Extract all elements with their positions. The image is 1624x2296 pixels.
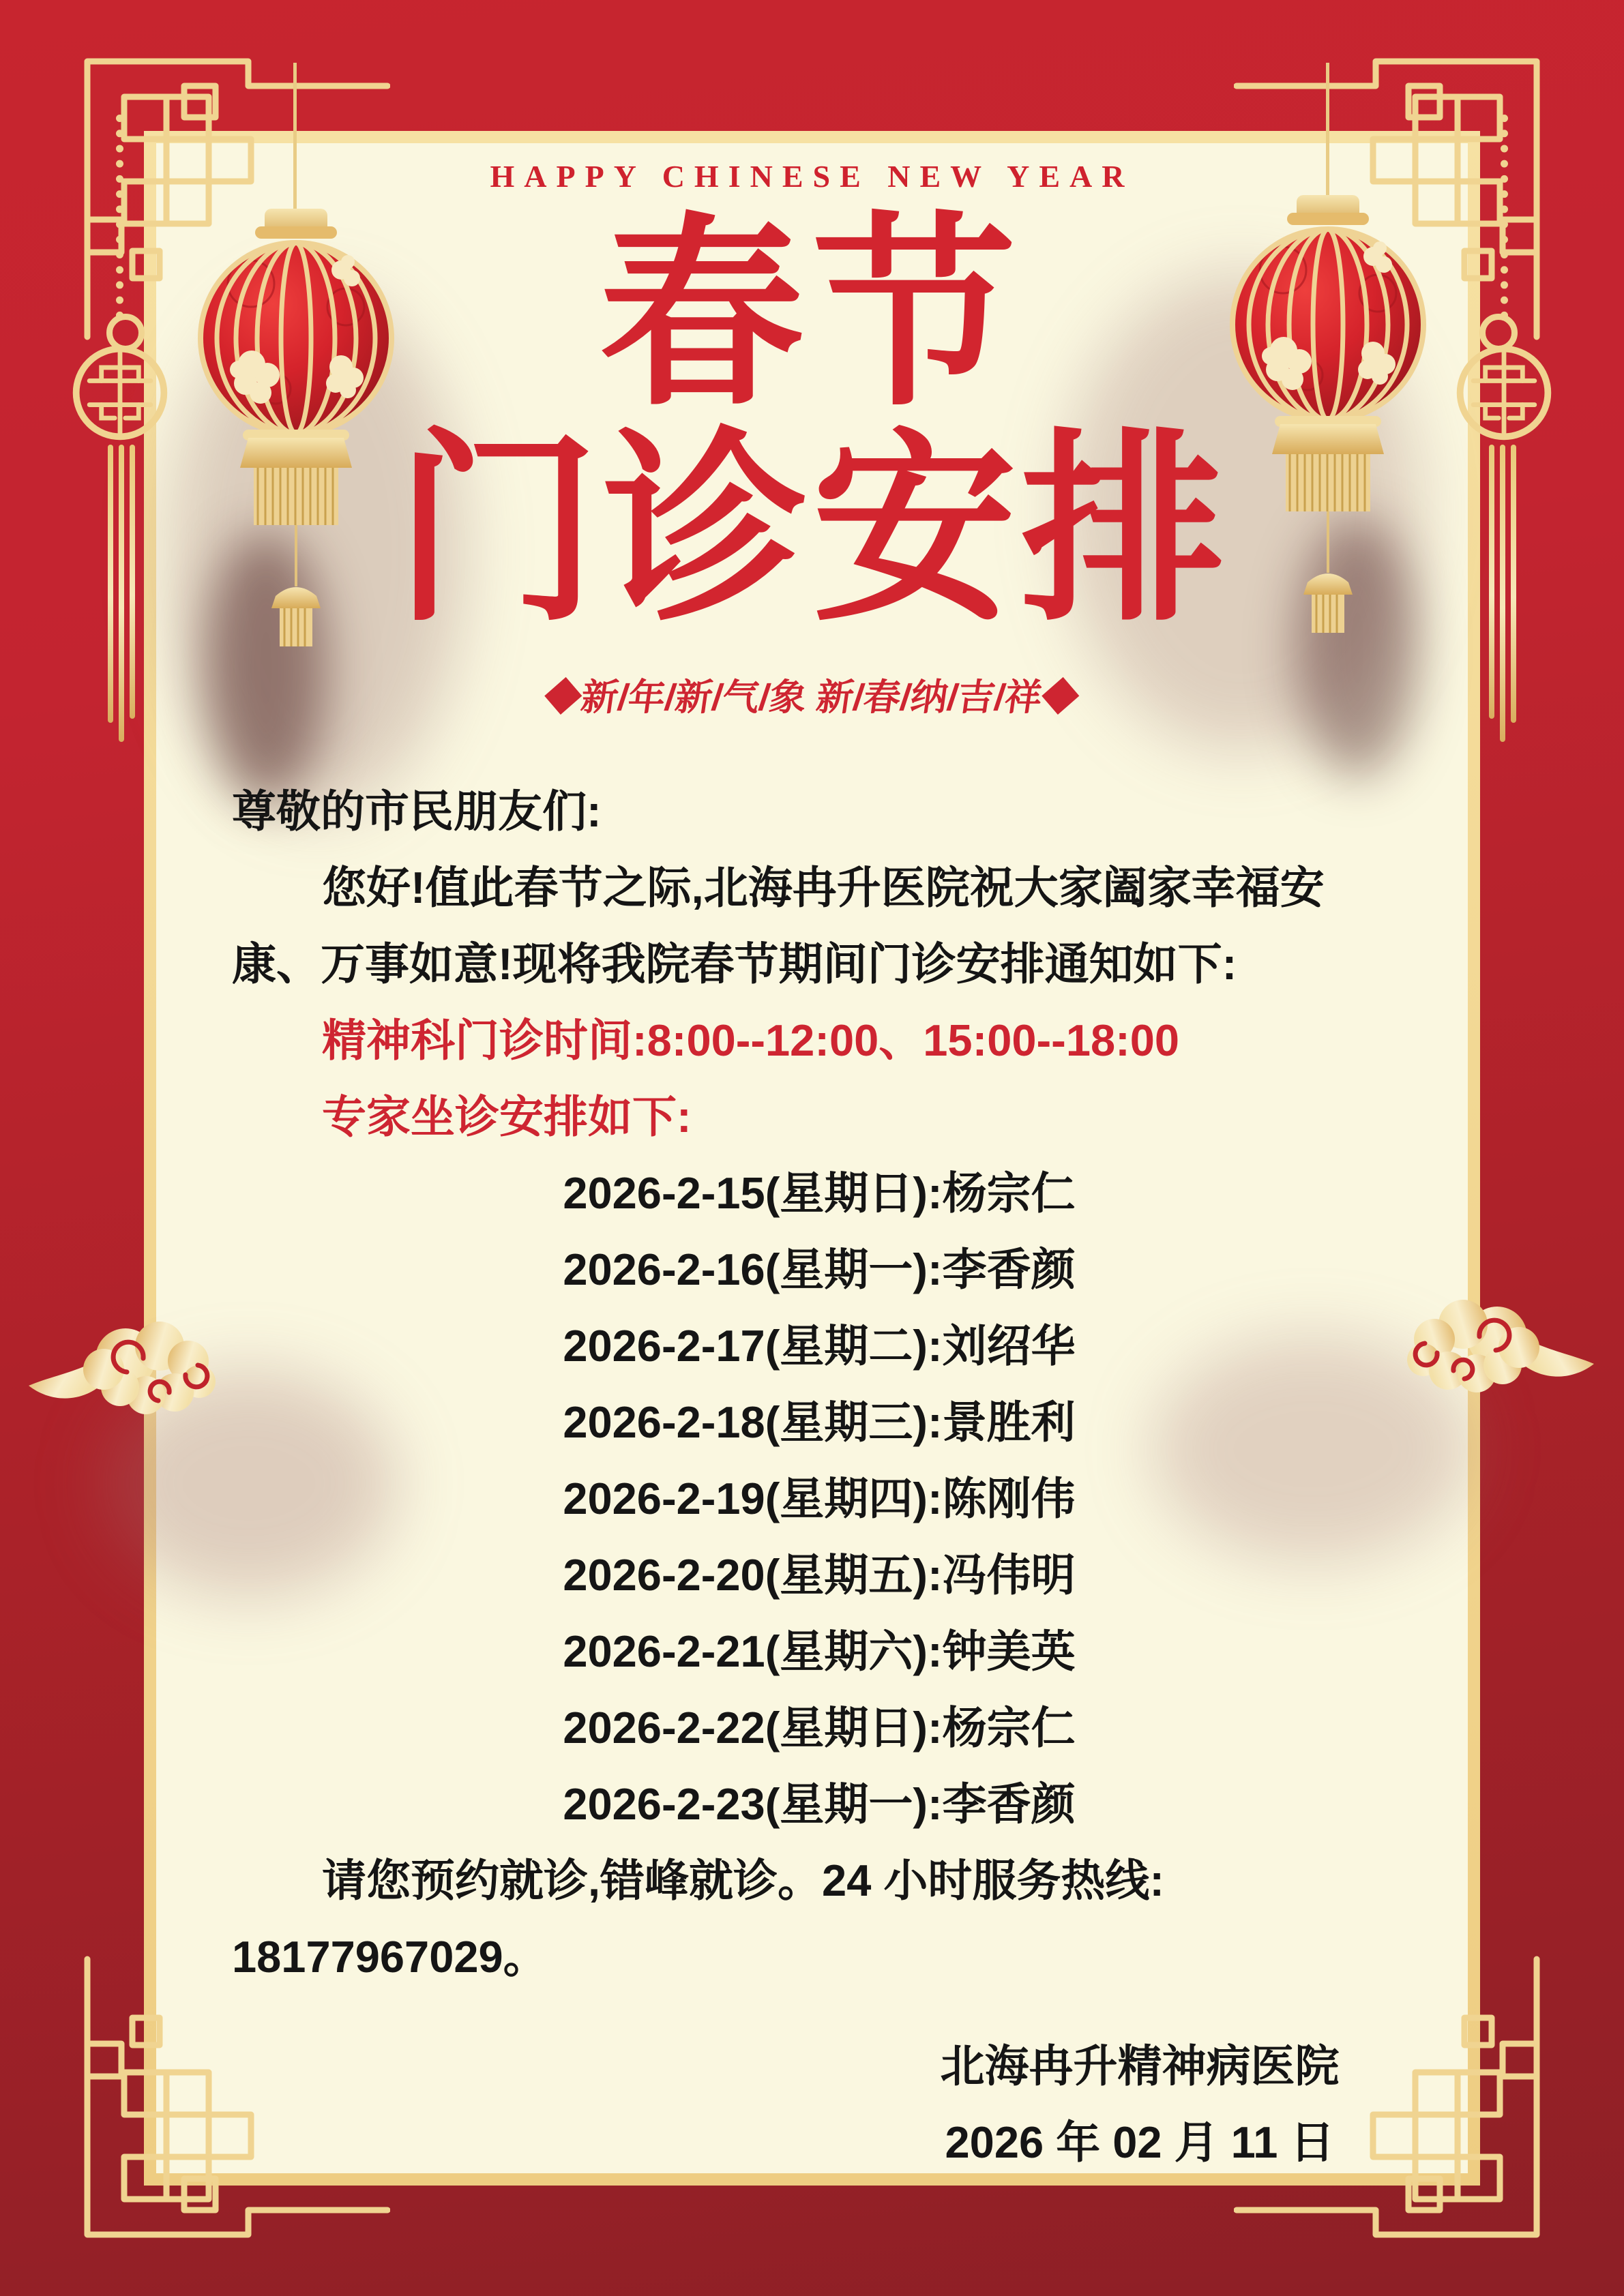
paragraph-line: 您好!值此春节之际,北海冉升医院祝大家阖家幸福安 bbox=[322, 863, 1325, 912]
english-title: HAPPY CHINESE NEW YEAR bbox=[490, 159, 1134, 194]
gold-cloud-icon bbox=[1373, 1285, 1598, 1414]
schedule-row: 2026-2-19(星期四):陈刚伟 bbox=[563, 1474, 1076, 1523]
hotline-number: 18177967029。 bbox=[232, 1932, 548, 1982]
schedule-row: 2026-2-18(星期三):景胜利 bbox=[563, 1397, 1076, 1447]
schedule-row: 2026-2-21(星期六):钟美英 bbox=[563, 1626, 1076, 1676]
schedule-intro: 专家坐诊安排如下: bbox=[322, 1092, 692, 1142]
hospital-name: 北海冉升精神病医院 bbox=[940, 2041, 1340, 2091]
schedule-row: 2026-2-23(星期一):李香颜 bbox=[563, 1779, 1076, 1829]
announcement-body bbox=[232, 773, 1406, 1995]
main-title-line1: 春节 bbox=[599, 200, 1025, 429]
issue-date: 2026 年 02 月 11 日 bbox=[945, 2117, 1335, 2167]
paragraph-line: 康、万事如意!现将我院春节期间门诊安排通知如下: bbox=[232, 939, 1237, 989]
main-title-line2: 门诊安排 bbox=[394, 415, 1230, 644]
schedule-row: 2026-2-22(星期日):杨宗仁 bbox=[563, 1703, 1076, 1753]
schedule-row: 2026-2-15(星期日):杨宗仁 bbox=[563, 1168, 1076, 1218]
signature-block bbox=[833, 2028, 1447, 2181]
notice-line: 请您预约就诊,错峰就诊。24 小时服务热线: bbox=[322, 1855, 1165, 1905]
clinic-hours: 精神科门诊时间:8:00--12:00、15:00--18:00 bbox=[322, 1015, 1180, 1065]
schedule-row: 2026-2-17(星期二):刘绍华 bbox=[563, 1321, 1076, 1371]
salutation: 尊敬的市民朋友们: bbox=[232, 786, 602, 836]
schedule-row: 2026-2-16(星期一):李香颜 bbox=[563, 1244, 1076, 1294]
subtitle-slogan: ◆新/年/新/气/象 新/春/纳/吉/祥◆ bbox=[542, 677, 1082, 718]
gold-cloud-icon bbox=[25, 1307, 250, 1436]
schedule-row: 2026-2-20(星期五):冯伟明 bbox=[563, 1550, 1076, 1600]
